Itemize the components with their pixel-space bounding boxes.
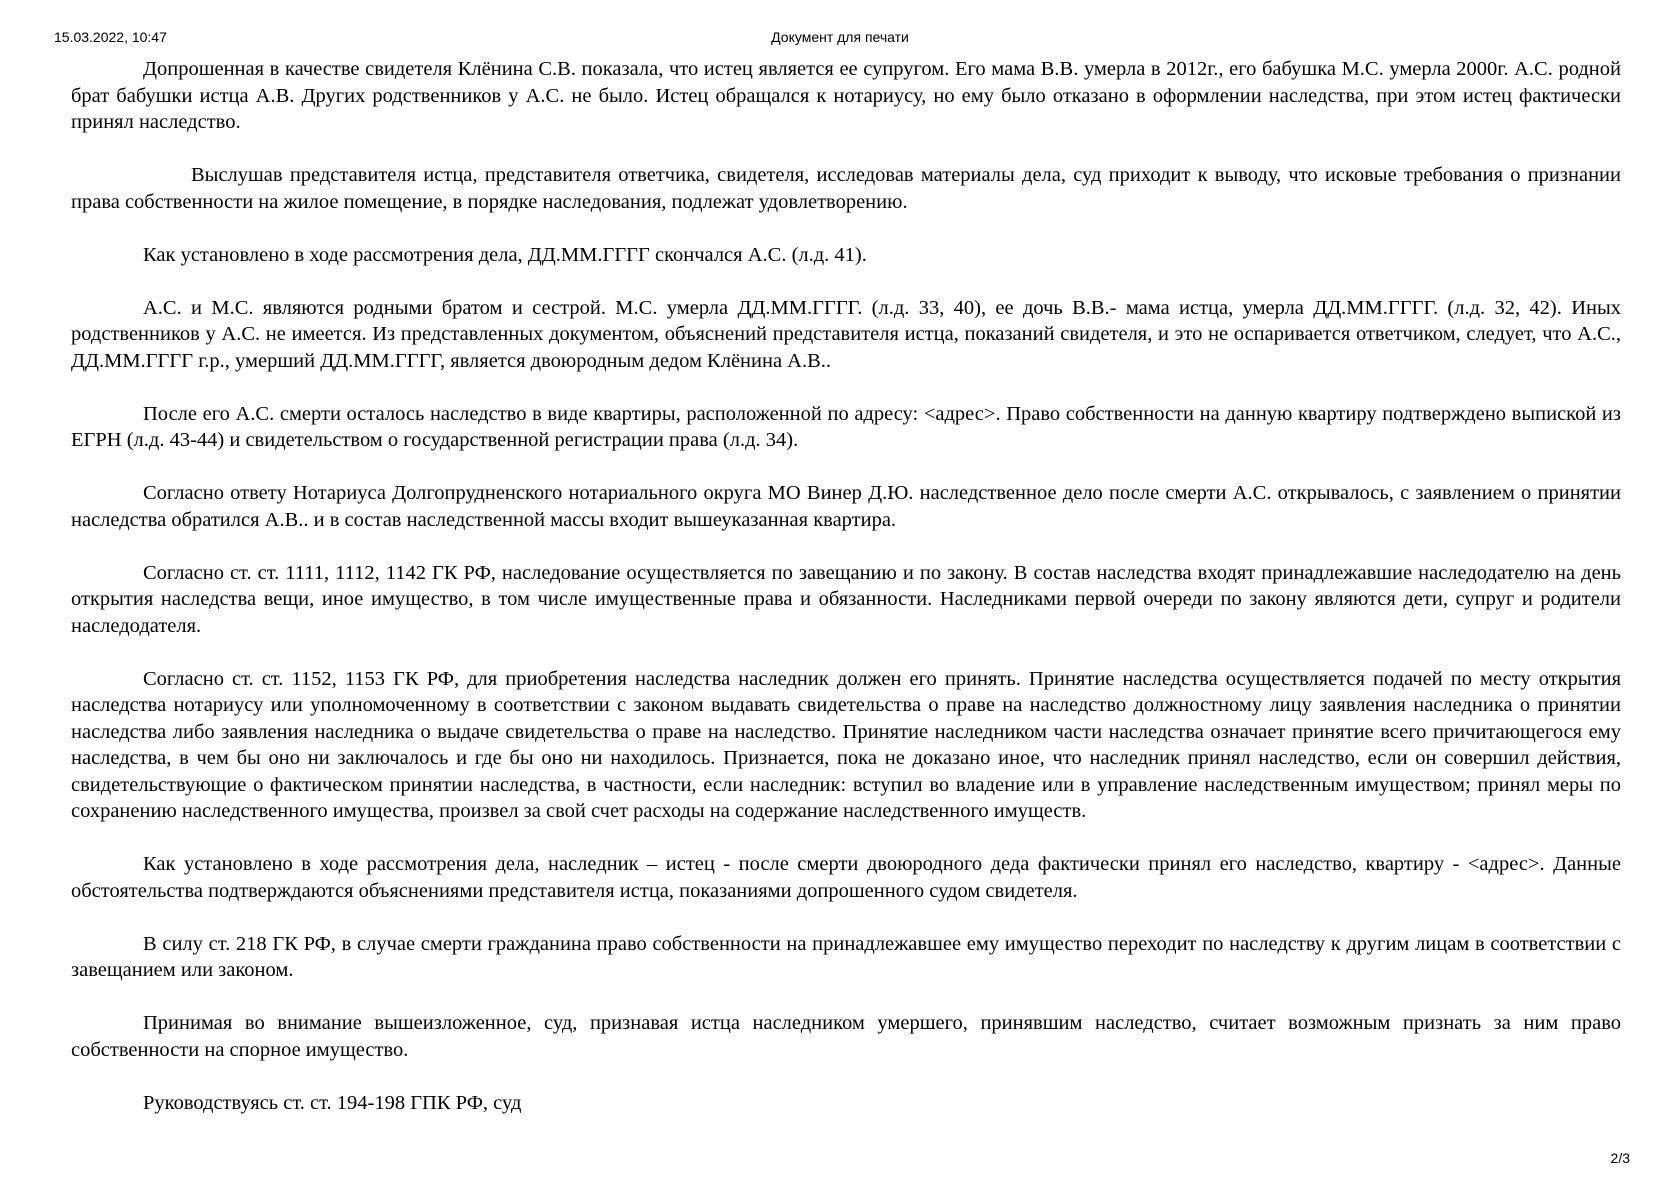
paragraph: После его А.С. смерти осталось наследство в виде квартиры, расположенной по адресу: <адрес>. Право собственности на данную квартиру подтверждено выпиской из ЕГРН (л.д. 43-44) и свидетельством о государственной регистрации права (л.д. 34). — [71, 402, 1621, 451]
paragraph: Выслушав представителя истца, представителя ответчика, свидетеля, исследовав материалы дела, суд приходит к выводу, что исковые требования о признании права собственности на жилое помещение, в порядке наследования, подлежат удовлетворению. — [71, 164, 1621, 213]
print-datetime: 15.03.2022, 10:47 — [54, 29, 167, 45]
paragraph: А.С. и М.С. являются родными братом и сестрой. М.С. умерла ДД.ММ.ГГГГ. (л.д. 33, 40), ее дочь В.В.- мама истца, умерла ДД.ММ.ГГГГ. (л.д. 32, 42). Иных родственников у А.С. не имеется. Из представленных документом, объяснений представителя истца, показаний свидетеля, и это не оспаривается ответчиком, следует, что А.С., ДД.ММ.ГГГГ г.р., умерший ДД.ММ.ГГГГ, является двоюродным дедом Клёнина А.В.. — [71, 296, 1621, 372]
paragraph: Согласно ответу Нотариуса Долгопрудненского нотариального округа МО Винер Д.Ю. наследственное дело после смерти А.С. открывалось, с заявлением о принятии наследства обратился А.В.. и в состав наследственной массы входит вышеуказанная квартира. — [71, 482, 1621, 531]
document-body — [71, 56, 1621, 1143]
page-number: 2/3 — [1610, 1150, 1630, 1166]
paragraph: В силу ст. 218 ГК РФ, в случае смерти гражданина право собственности на принадлежавшее ему имущество переходит по наследству к другим лицам в соответствии с завещанием или законом. — [71, 932, 1621, 981]
print-header — [54, 29, 1626, 49]
paragraph: Согласно ст. ст. 1152, 1153 ГК РФ, для приобретения наследства наследник должен его принять. Принятие наследства осуществляется подачей по месту открытия наследства нотариусу или уполномоченному в соответствии с законом выдавать свидетельства о праве на наследство должностному лицу заявления наследника о принятии наследства либо заявления наследника о выдаче свидетельства о праве на наследство. Принятие наследником части наследства означает принятие всего причитающегося ему наследства, в чем бы оно ни заключалось и где бы оно ни находилось. Признается, пока не доказано иное, что наследник принял наследство, если он совершил действия, свидетельствующие о фактическом принятии наследства, в частности, если наследник: вступил во владение или в управление наследственным имуществом; принял меры по сохранению наследственного имущества, произвел за свой счет расходы на содержание наследственного имуществ. — [71, 667, 1621, 822]
paragraph: Руководствуясь ст. ст. 194-198 ГПК РФ, суд — [143, 1091, 522, 1114]
paragraph: Как установлено в ходе рассмотрения дела, ДД.ММ.ГГГГ скончался А.С. (л.д. 41). — [143, 243, 867, 266]
paragraph: Принимая во внимание вышеизложенное, суд, признавая истца наследником умершего, принявшим наследство, считает возможным признать за ним право собственности на спорное имущество. — [71, 1012, 1621, 1061]
print-title: Документ для печати — [771, 29, 909, 45]
paragraph: Как установлено в ходе рассмотрения дела, наследник – истец - после смерти двоюродного деда фактически принял его наследство, квартиру - <адрес>. Данные обстоятельства подтверждаются объяснениями представителя истца, показаниями допрошенного судом свидетеля. — [71, 853, 1621, 902]
paragraph: Согласно ст. ст. 1111, 1112, 1142 ГК РФ, наследование осуществляется по завещанию и по закону. В состав наследства входят принадлежавшие наследодателю на день открытия наследства вещи, иное имущество, в том числе имущественные права и обязанности. Наследниками первой очереди по закону являются дети, супруг и родители наследодателя. — [71, 561, 1621, 637]
paragraph: Допрошенная в качестве свидетеля Клёнина С.В. показала, что истец является ее супругом. Его мама В.В. умерла в 2012г., его бабушка М.С. умерла 2000г. А.С. родной брат бабушки истца А.В. Других родственников у А.С. не было. Истец обращался к нотариусу, но ему было отказано в оформлении наследства, при этом истец фактически принял наследство. — [71, 58, 1621, 133]
